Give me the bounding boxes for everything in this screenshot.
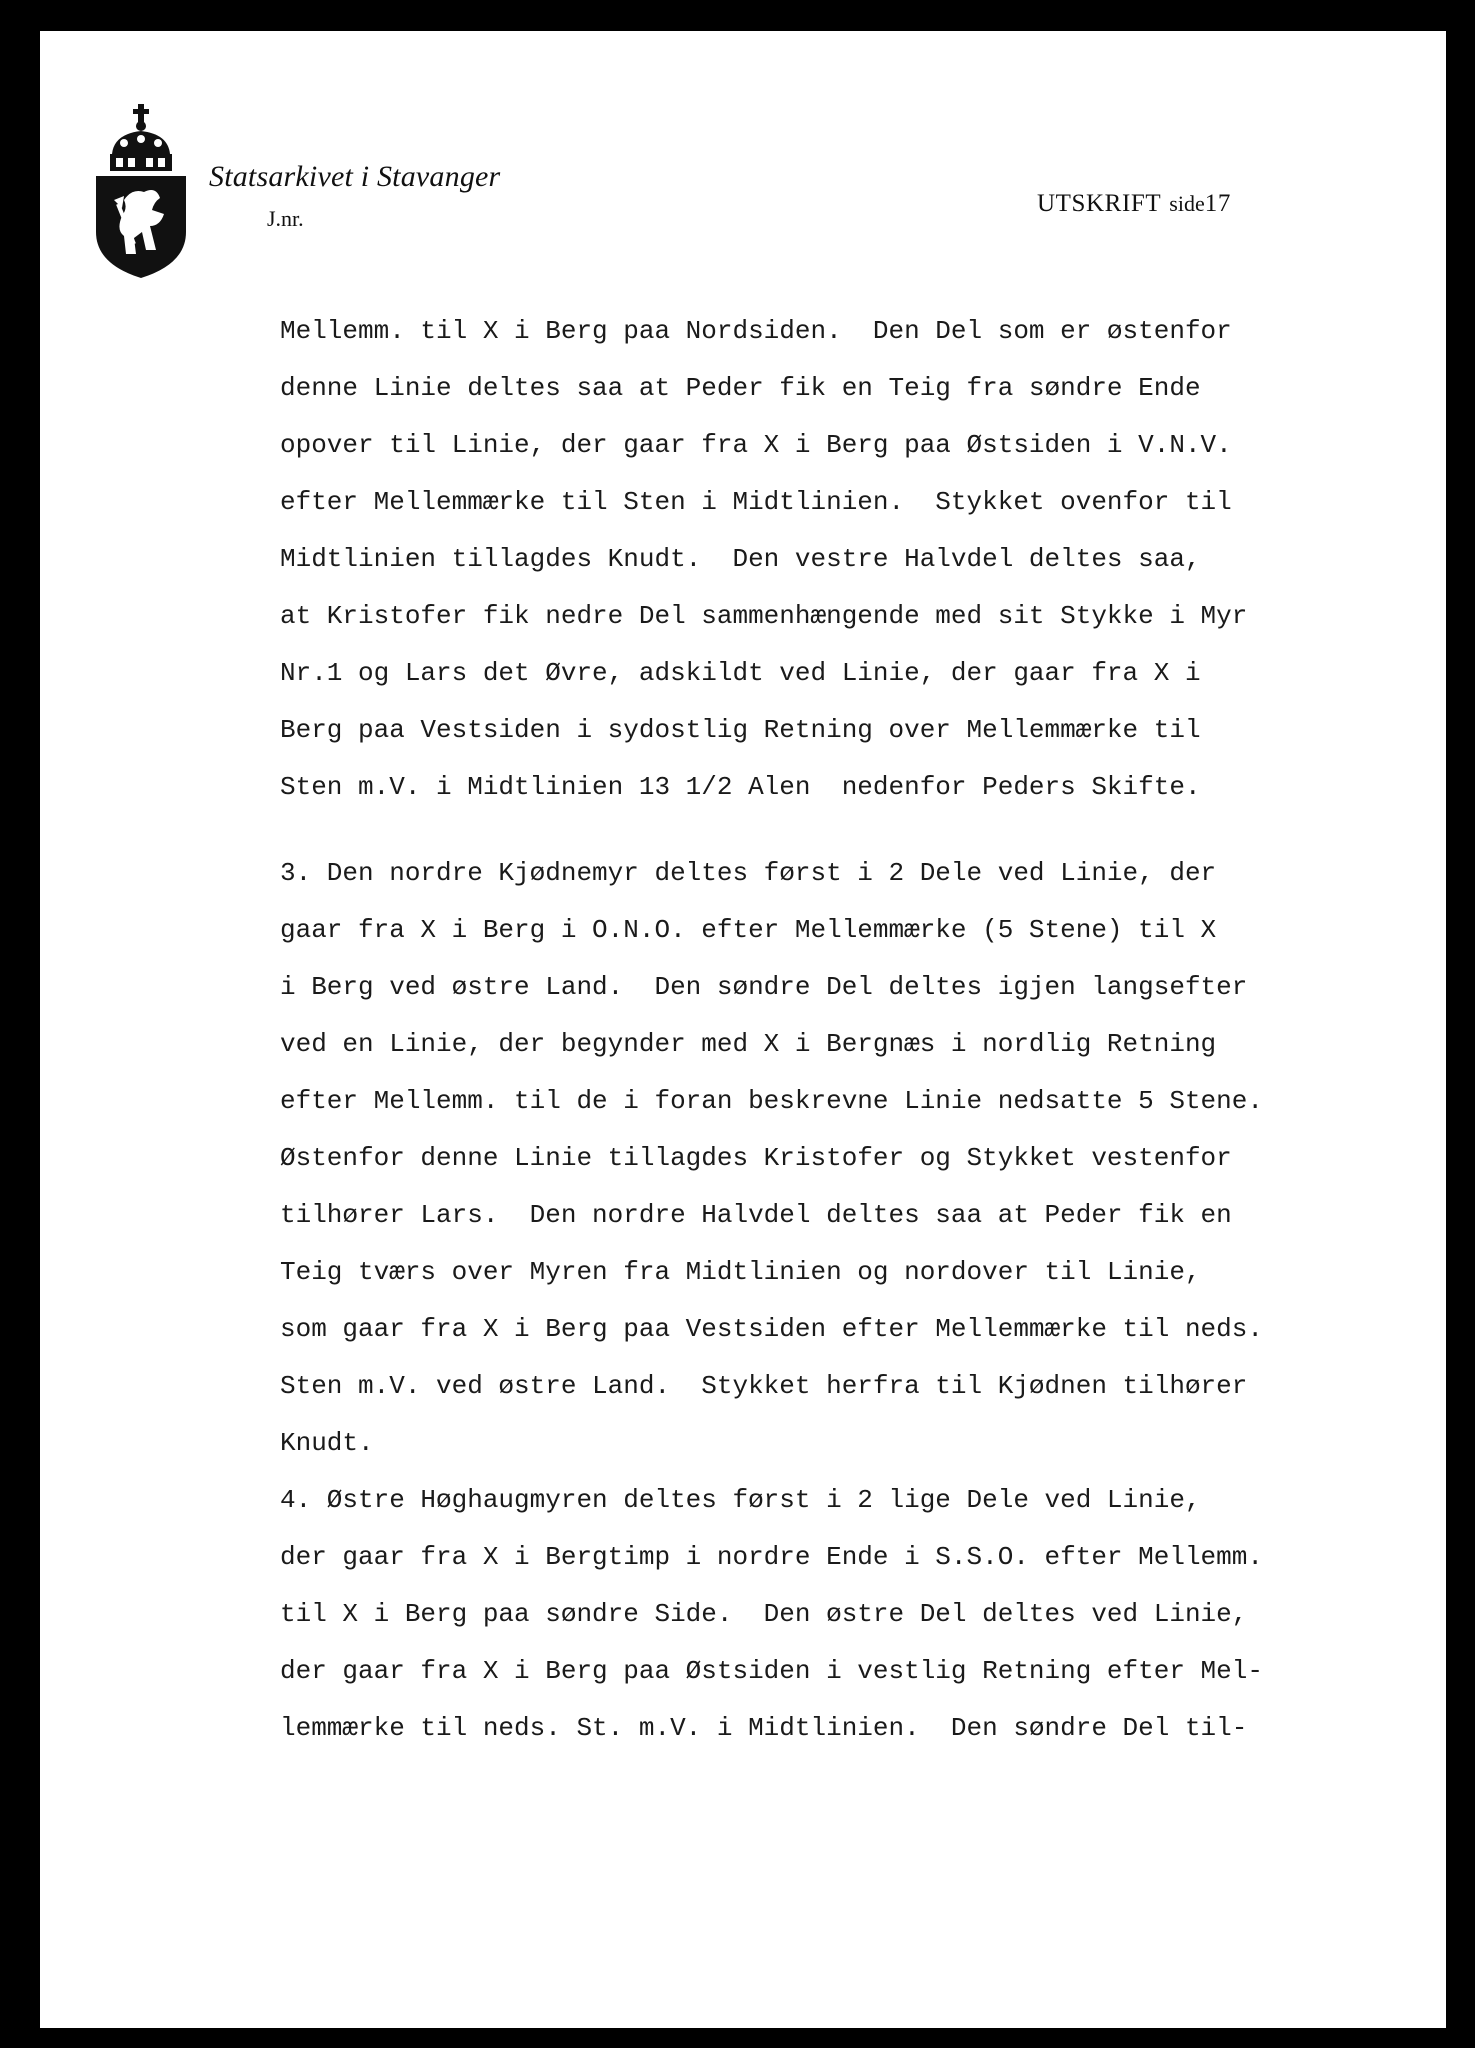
body-line: Mellemm. til X i Berg paa Nordsiden. Den Del som er østenfor	[280, 316, 1232, 346]
body-line: efter Mellemm. til de i foran beskrevne Linie nedsatte 5 Stene.	[280, 1086, 1263, 1116]
body-line: lemmærke til neds. St. m.V. i Midtlinien. Den søndre Del til-	[280, 1713, 1248, 1743]
body-line: Sten m.V. i Midtlinien 13 1/2 Alen nedenfor Peders Skifte.	[280, 772, 1201, 802]
norwegian-coat-of-arms-icon	[94, 104, 188, 278]
body-line: ved en Linie, der begynder med X i Bergnæs i nordlig Retning	[280, 1029, 1217, 1059]
archive-name: Statsarkivet i Stavanger	[209, 160, 501, 193]
body-line: efter Mellemmærke til Sten i Midtlinien. Stykket ovenfor til	[280, 487, 1232, 517]
body-line: i Berg ved østre Land. Den søndre Del deltes igjen langsefter	[280, 972, 1248, 1002]
body-line: Sten m.V. ved østre Land. Stykket herfra til Kjødnen tilhører	[280, 1371, 1248, 1401]
body-line: opover til Linie, der gaar fra X i Berg paa Østsiden i V.N.V.	[280, 430, 1232, 460]
body-line: Berg paa Vestsiden i sydostlig Retning over Mellemmærke til	[280, 715, 1201, 745]
page-header-right	[1037, 190, 1231, 218]
body-line: 3. Den nordre Kjødnemyr deltes først i 2 Dele ved Linie, der	[280, 858, 1217, 888]
body-line: Østenfor denne Linie tillagdes Kristofer og Stykket vestenfor	[280, 1143, 1232, 1173]
body-line: der gaar fra X i Berg paa Østsiden i vestlig Retning efter Mel-	[280, 1656, 1263, 1686]
body-line: 4. Østre Høghaugmyren deltes først i 2 lige Dele ved Linie,	[280, 1485, 1201, 1515]
journal-number-label: J.nr.	[267, 206, 304, 231]
body-line: Nr.1 og Lars det Øvre, adskildt ved Linie, der gaar fra X i	[280, 658, 1201, 688]
side-label: side	[1169, 191, 1205, 216]
body-line: at Kristofer fik nedre Del sammenhængende med sit Stykke i Myr	[280, 601, 1248, 631]
body-line: gaar fra X i Berg i O.N.O. efter Mellemmærke (5 Stene) til X	[280, 915, 1217, 945]
body-line: til X i Berg paa søndre Side. Den østre Del deltes ved Linie,	[280, 1599, 1248, 1629]
body-line: Midtlinien tillagdes Knudt. Den vestre Halvdel deltes saa,	[280, 544, 1201, 574]
page-number: 17	[1204, 190, 1231, 217]
utskrift-label: UTSKRIFT	[1037, 190, 1162, 217]
body-line: tilhører Lars. Den nordre Halvdel deltes saa at Peder fik en	[280, 1200, 1232, 1230]
body-line: Knudt.	[280, 1428, 374, 1458]
body-line: der gaar fra X i Bergtimp i nordre Ende i S.S.O. efter Mellemm.	[280, 1542, 1263, 1572]
body-line: denne Linie deltes saa at Peder fik en Teig fra søndre Ende	[280, 373, 1201, 403]
body-line: Teig tværs over Myren fra Midtlinien og nordover til Linie,	[280, 1257, 1201, 1287]
body-line: som gaar fra X i Berg paa Vestsiden efter Mellemmærke til neds.	[280, 1314, 1263, 1344]
